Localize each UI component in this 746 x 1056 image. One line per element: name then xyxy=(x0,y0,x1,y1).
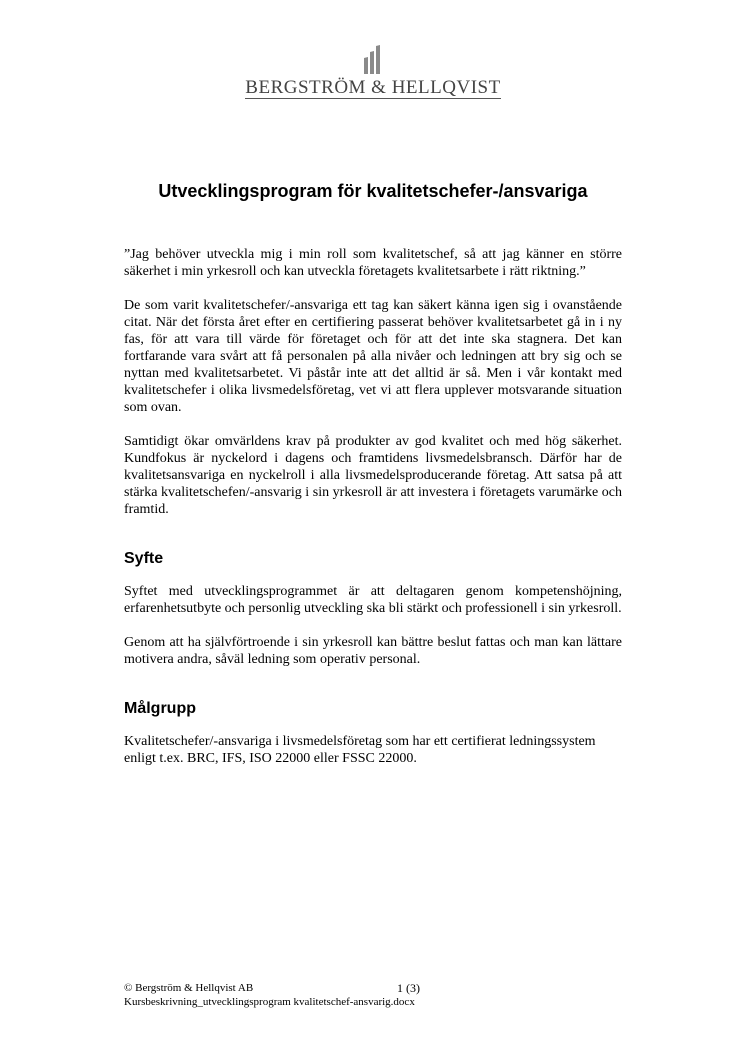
malgrupp-paragraph: Kvalitetschefer/-ansvariga i livsmedelsföretag som har ett certifierat ledningssystem enligt t.ex. BRC, IFS, ISO 22000 eller FSSC 22000. xyxy=(124,734,596,766)
intro-paragraph-2: Samtidigt ökar omvärldens krav på produkter av god kvalitet och med hög säkerhet. Kundfokus är nyckelord i dagens och framtidens livsmedelsbransch. Därför har de kvalitetsansvariga en nyckelroll i alla livsmedelsproducerande företag. Att satsa på att stärka kvalitetschefen/-ansvarig i sin yrkesroll är att investera i företagets varumärke och framtid. xyxy=(124,434,622,517)
footer-filename: Kursbeskrivning_utvecklingsprogram kvalitetschef-ansvarig.docx xyxy=(124,996,415,1008)
company-logo xyxy=(0,44,746,99)
intro-quote: ”Jag behöver utveckla mig i min roll som kvalitetschef, så att jag känner en större säkerhet i min yrkesroll och kan utveckla företagets kvalitetsarbete i rätt riktning.” xyxy=(124,247,622,279)
document-body xyxy=(124,246,622,784)
page-footer xyxy=(124,981,644,1009)
footer-copyright: © Bergström & Hellqvist AB xyxy=(124,982,254,994)
malgrupp-heading: Målgrupp xyxy=(124,700,196,717)
logo-bars-icon xyxy=(363,44,383,74)
logo-text: BERGSTRÖM & HELLQVIST xyxy=(245,77,501,98)
document-title: Utvecklingsprogram för kvalitetschefer-/ansvariga xyxy=(158,181,588,201)
syfte-heading: Syfte xyxy=(124,550,164,567)
footer-page-number: 1 (3) xyxy=(397,981,420,995)
intro-paragraph-1: De som varit kvalitetschefer/-ansvariga ett tag kan säkert känna igen sig i ovanstående citat. När det första året efter en certifiering passerat behöver kvalitetsarbetet gå in i ny fas, för att vara till värde för företaget och för att det inte ska stagnera. Det kan fortfarande vara svårt att få personalen på alla nivåer och ledningen att bry sig och se nyttan med kvalitetsarbetet. Vi påstår inte att det alltid är så. Men i vår kontakt med kvalitetschefer i olika livsmedelsföretag, vet vi att flera upplever motsvarande situation som ovan. xyxy=(124,298,622,415)
syfte-paragraph-1: Syftet med utvecklingsprogrammet är att deltagaren genom kompetenshöjning, erfarenhetsutbyte och personlig utveckling ska bli stärkt och professionell i sin yrkesroll. xyxy=(124,584,622,616)
syfte-paragraph-2: Genom att ha självförtroende i sin yrkesroll kan bättre beslut fattas och man kan lättare motivera andra, såväl ledning som operativ personal. xyxy=(124,635,622,667)
